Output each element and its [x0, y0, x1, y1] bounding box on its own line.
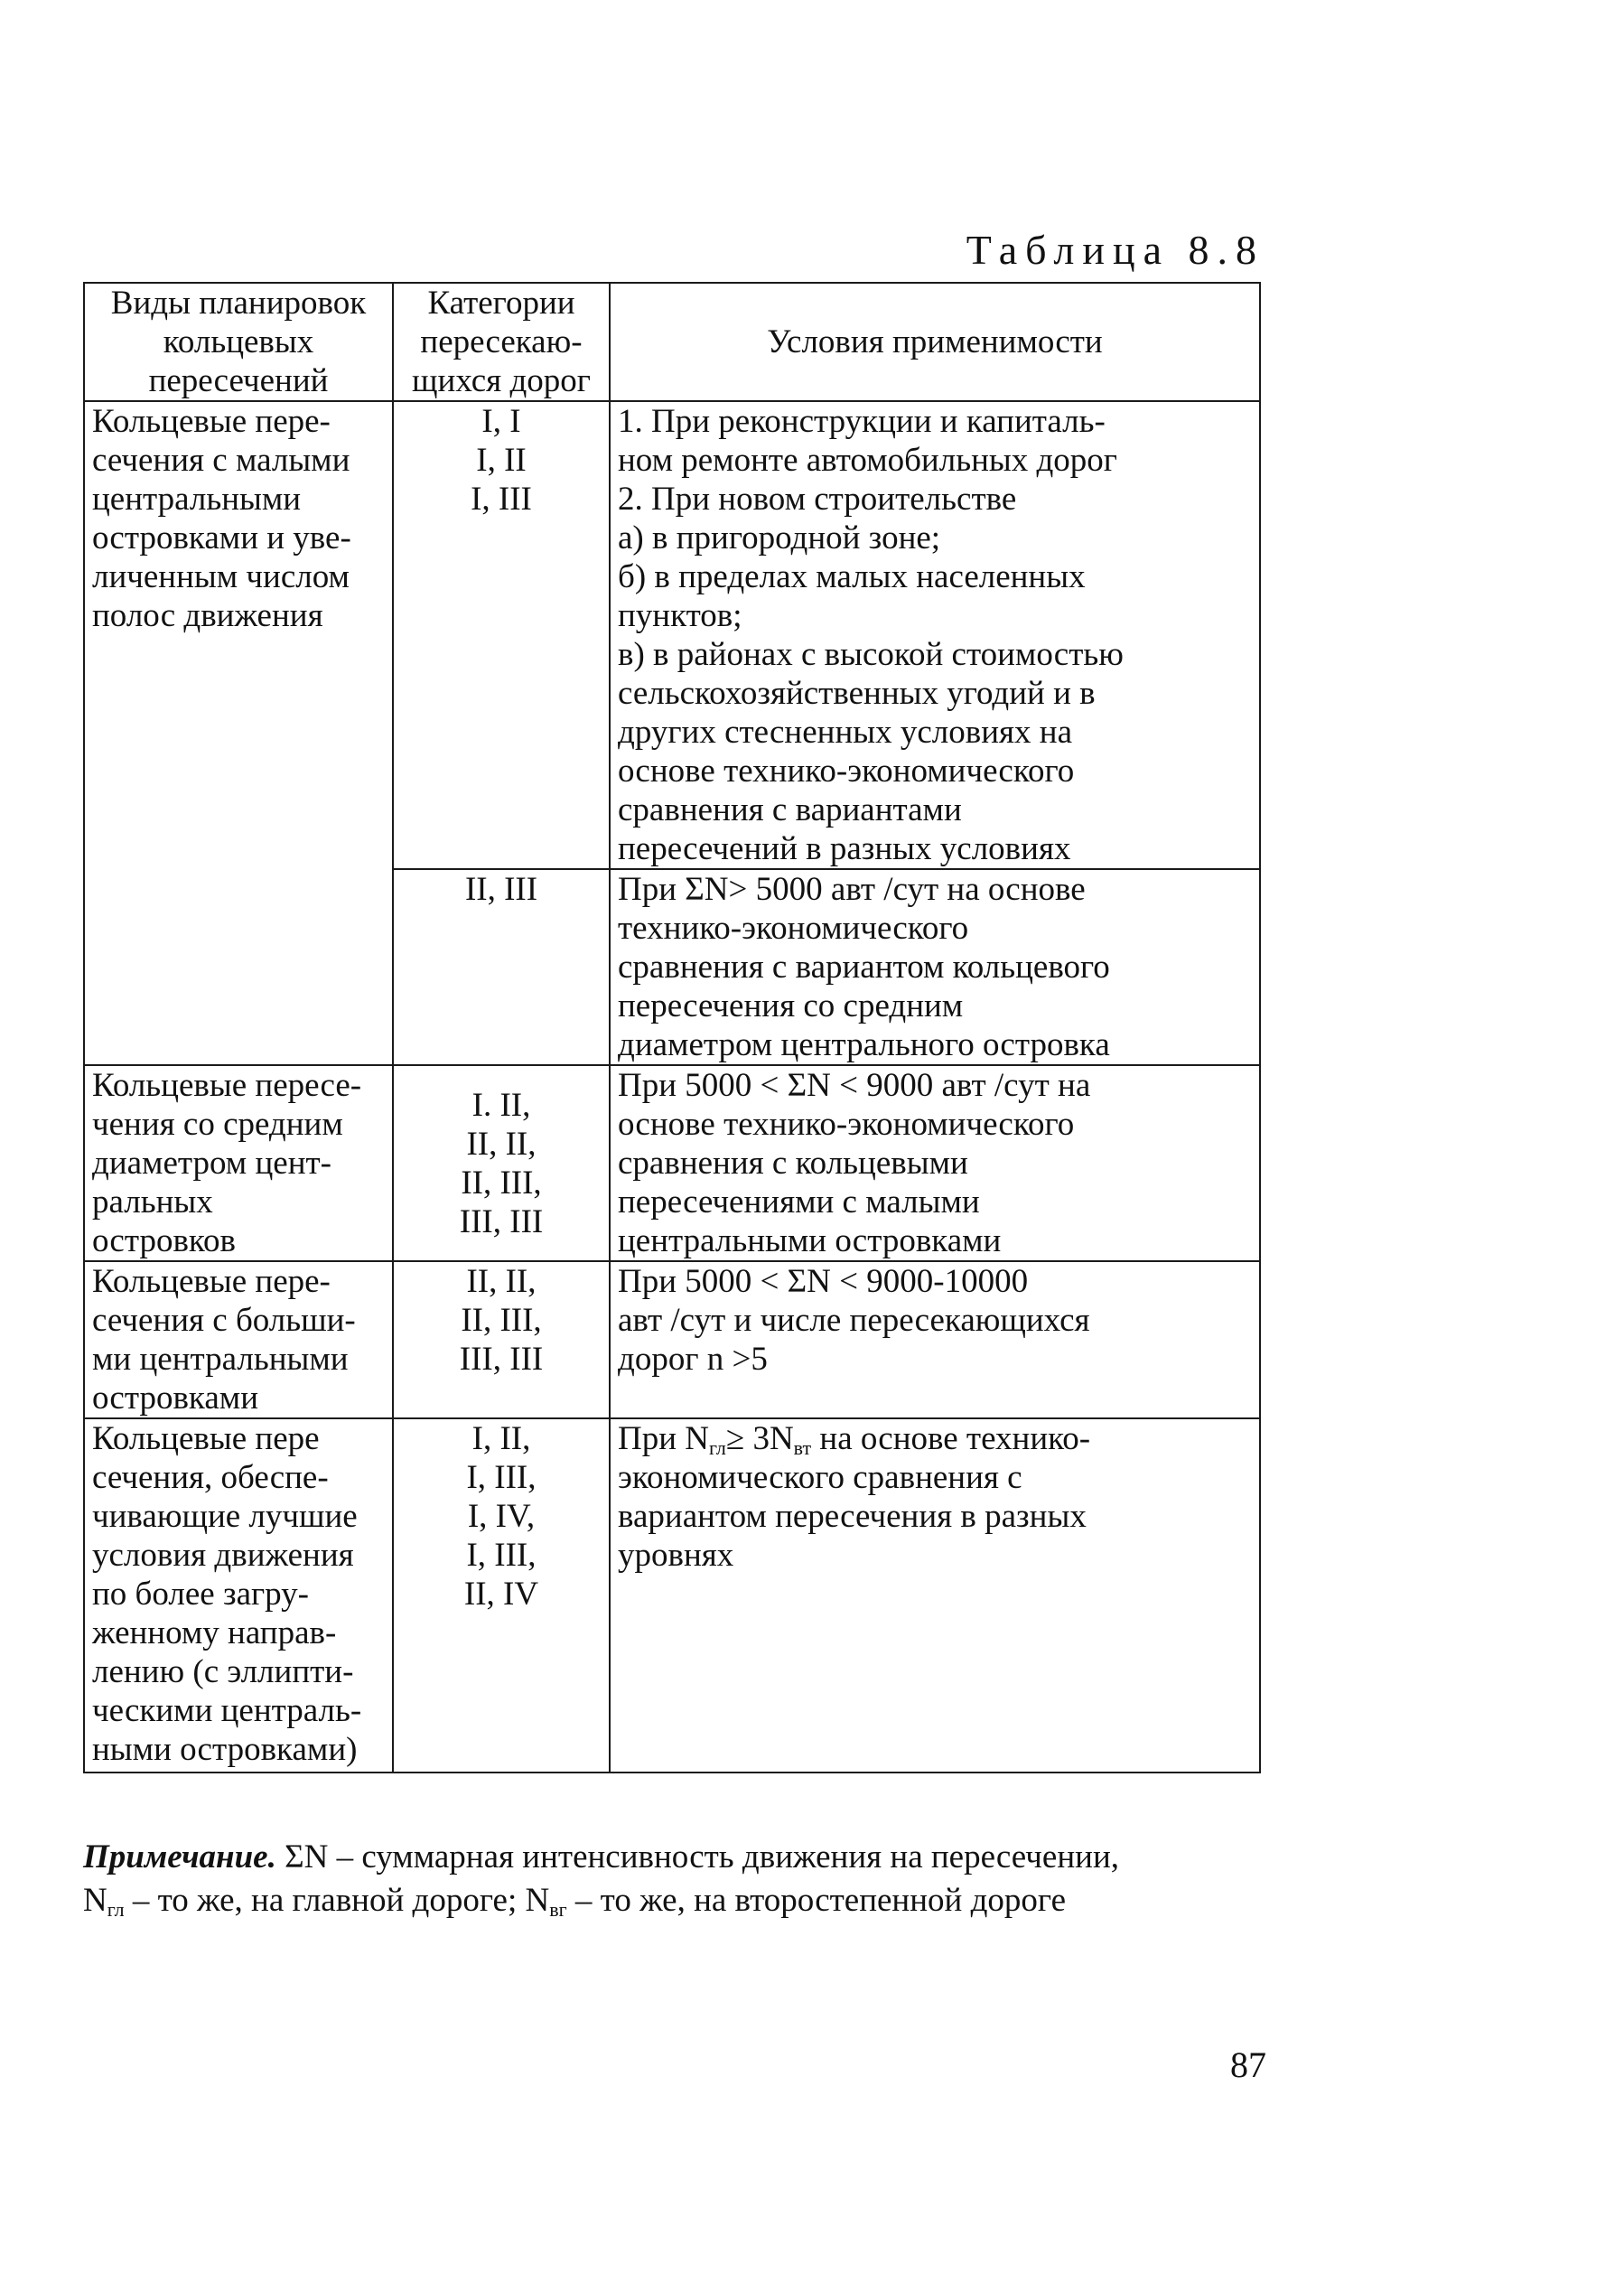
- note-text-2: – то же, на главной дороге; N: [124, 1882, 550, 1919]
- table-row: [84, 1418, 1260, 1773]
- note-label: Примечание.: [83, 1838, 276, 1875]
- table-row: [84, 401, 1260, 869]
- note-line-1: [83, 1836, 1275, 1879]
- layout-type-cell: Кольцевые пересе- чения со средним диаметром цент- ральных островков: [84, 1065, 393, 1261]
- conditions-mid: ≥ 3N: [725, 1420, 794, 1457]
- note-n-main: N: [83, 1882, 107, 1919]
- subscript-secondary-road: вт: [793, 1436, 812, 1459]
- note-text-1: ΣN – суммарная интенсивность движения на пересечении,: [275, 1838, 1119, 1875]
- table-row: [84, 1261, 1260, 1418]
- layout-type-cell: Кольцевые пере- сечения с малыми центральными островками и уве- личенным числом полос движения: [84, 401, 393, 1065]
- conditions-cell: [610, 1418, 1260, 1773]
- table-caption: Таблица 8.8: [966, 227, 1265, 273]
- layout-type-cell: Кольцевые пере сечения, обеспе- чивающие лучшие условия движения по более загру- женному направ- лению (с эллипти- ческими централь- ными островками): [84, 1418, 393, 1773]
- table-note: [83, 1836, 1275, 1922]
- road-categories-cell: I. II, II, II, II, III, III, III: [393, 1065, 610, 1261]
- header-layout-type: Виды планировок кольцевых пересечений: [84, 283, 393, 401]
- applicability-table: [83, 282, 1261, 1773]
- header-road-categories: Категории пересекаю- щихся дорог: [393, 283, 610, 401]
- conditions-cell: При 5000 < ΣN < 9000-10000 авт /сут и числе пересекающихся дорог n >5: [610, 1261, 1260, 1418]
- conditions-lead: При N: [618, 1420, 709, 1457]
- page-number: 87: [1230, 2044, 1266, 2085]
- conditions-cell: При 5000 < ΣN < 9000 авт /сут на основе технико-экономического сравнения с кольцевыми пересечениями с малыми центральными островками: [610, 1065, 1260, 1261]
- layout-type-cell: Кольцевые пере- сечения с больши- ми центральными островками: [84, 1261, 393, 1418]
- conditions-rest: на основе технико- экономического сравнения с вариантом пересечения в разных уровнях: [618, 1420, 1091, 1574]
- note-subscript-secondary: вг: [549, 1898, 567, 1921]
- table-header-row: [84, 283, 1260, 401]
- conditions-cell: 1. При реконструкции и капиталь- ном ремонте автомобильных дорог 2. При новом строительстве а) в пригородной зоне; б) в пределах малых населенных пунктов; в) в районах с высокой стоимостью сельскохозяйственных угодий и в других стесненных условиях на основе технико-экономического сравнения с вариантами пересечений в разных условиях: [610, 401, 1260, 869]
- conditions-cell: При ΣN> 5000 авт /сут на основе технико-экономического сравнения с вариантом кольцевого пересечения со средним диаметром центрального островка: [610, 869, 1260, 1065]
- header-conditions: Условия применимости: [610, 283, 1260, 401]
- road-categories-cell: I, II, I, III, I, IV, I, III, II, IV: [393, 1418, 610, 1773]
- note-text-3: – то же, на второстепенной дороге: [566, 1882, 1067, 1919]
- subscript-main-road: гл: [709, 1436, 726, 1459]
- note-subscript-main: гл: [107, 1898, 125, 1921]
- note-line-2: [83, 1879, 1275, 1922]
- road-categories-cell: II, III: [393, 869, 610, 1065]
- road-categories-cell: II, II, II, III, III, III: [393, 1261, 610, 1418]
- road-categories-cell: I, I I, II I, III: [393, 401, 610, 869]
- table-row: [84, 1065, 1260, 1261]
